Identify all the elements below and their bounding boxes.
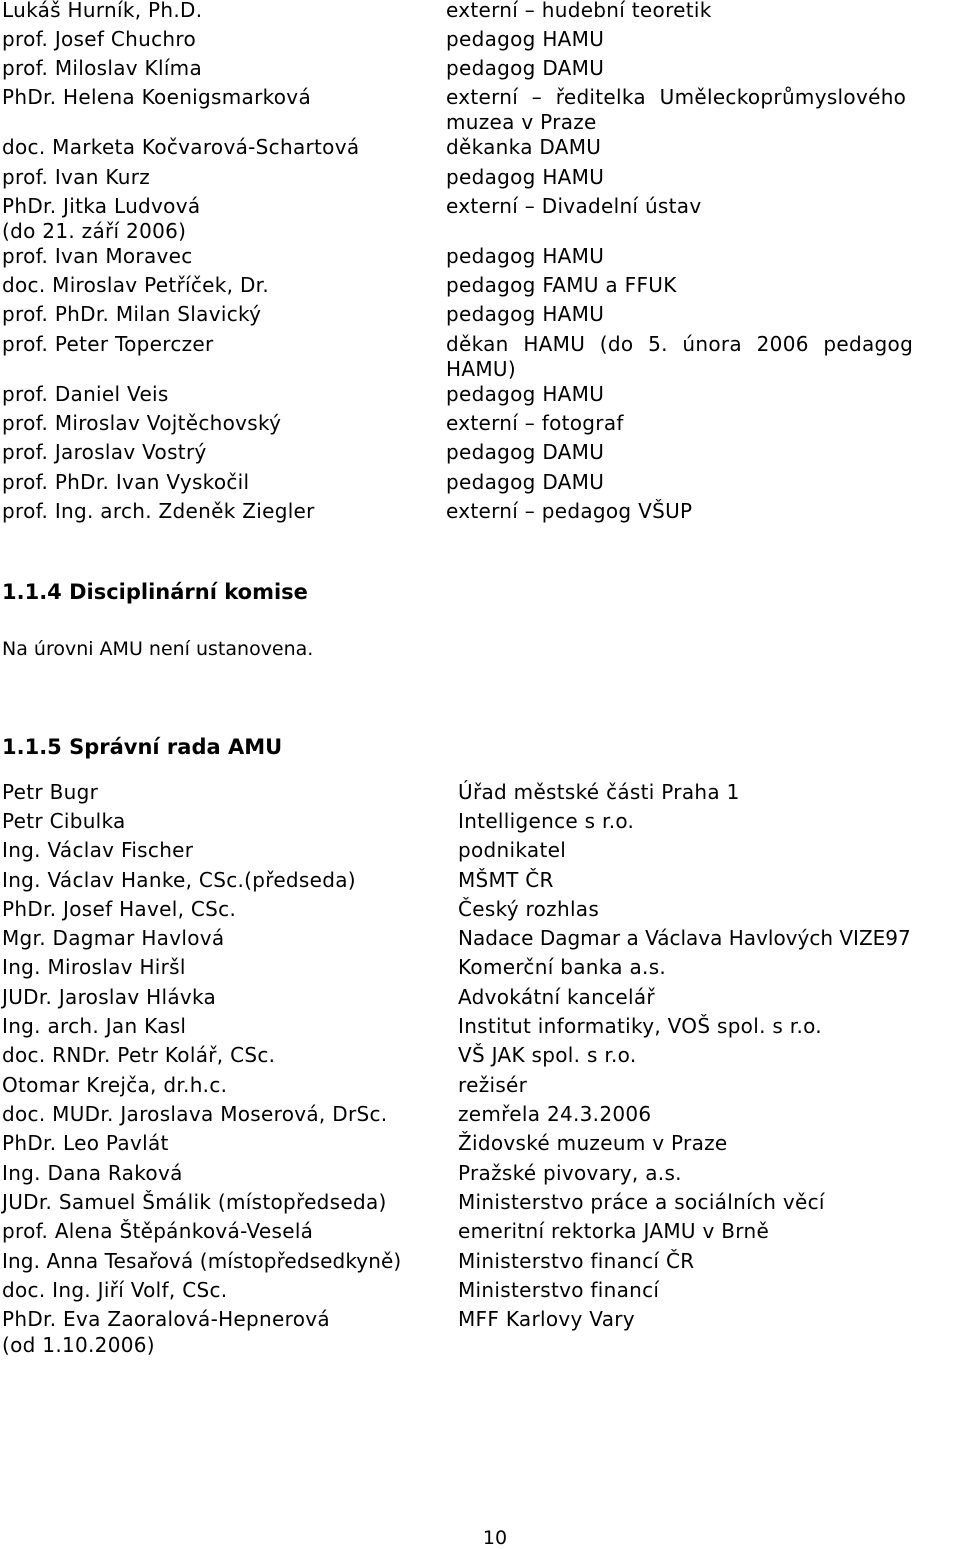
board-affiliation: Český rozhlas [458,897,600,921]
council-role: děkan HAMU (do 5. února 2006 pedagog [446,332,914,356]
board-affiliation: Ministerstvo financí ČR [458,1249,695,1273]
board-affiliation: Úřad městské části Praha 1 [458,780,740,804]
council-role: externí – hudební teoretik [446,0,712,22]
board-name: Petr Bugr [2,780,99,804]
board-name: PhDr. Josef Havel, CSc. [2,897,237,921]
board-name: doc. RNDr. Petr Kolář, CSc. [2,1043,276,1067]
council-role: pedagog DAMU [446,56,605,80]
board-name: prof. Alena Štěpánková-Veselá [2,1219,314,1243]
board-name: Mgr. Dagmar Havlová [2,926,225,950]
board-affiliation: zemřela 24.3.2006 [458,1102,652,1126]
section-heading-disciplinary: 1.1.4 Disciplinární komise [2,580,308,604]
board-affiliation: Židovské muzeum v Praze [458,1131,728,1155]
council-name: prof. Ing. arch. Zdeněk Ziegler [2,499,315,523]
board-name: Otomar Krejča, dr.h.c. [2,1073,228,1097]
council-role: pedagog HAMU [446,382,605,406]
board-affiliation: Pražské pivovary, a.s. [458,1161,682,1185]
council-name: doc. Miroslav Petříček, Dr. [2,273,270,297]
council-role: pedagog FAMU a FFUK [446,273,677,297]
council-name: prof. Miroslav Vojtěchovský [2,411,282,435]
board-affiliation: Nadace Dagmar a Václava Havlových VIZE97 [458,926,911,950]
board-affiliation: Advokátní kancelář [458,985,655,1009]
board-affiliation: MFF Karlovy Vary [458,1307,635,1331]
board-name: PhDr. Leo Pavlát [2,1131,169,1155]
council-role: pedagog DAMU [446,470,605,494]
board-affiliation: MŠMT ČR [458,868,554,892]
board-affiliation: Komerční banka a.s. [458,955,667,979]
board-name: JUDr. Samuel Šmálik (místopředseda) [2,1190,387,1214]
board-name: doc. MUDr. Jaroslava Moserová, DrSc. [2,1102,388,1126]
page-number: 10 [482,1527,508,1549]
council-name: prof. Peter Toperczer [2,332,214,356]
council-role: pedagog HAMU [446,244,605,268]
council-role: externí – ředitelka Uměleckoprůmyslového [446,85,907,109]
board-affiliation: Institut informatiky, VOŠ spol. s r.o. [458,1014,822,1038]
board-name: Petr Cibulka [2,809,126,833]
council-role: pedagog HAMU [446,302,605,326]
section-heading-board: 1.1.5 Správní rada AMU [2,735,283,759]
board-affiliation: VŠ JAK spol. s r.o. [458,1043,637,1067]
board-name: Ing. arch. Jan Kasl [2,1014,187,1038]
board-affiliation: režisér [458,1073,528,1097]
council-name: Lukáš Hurník, Ph.D. [2,0,203,22]
council-name-continued: (do 21. září 2006) [2,219,187,243]
council-role: externí – pedagog VŠUP [446,499,693,523]
council-name: prof. Daniel Veis [2,382,169,406]
council-name: prof. PhDr. Ivan Vyskočil [2,470,250,494]
board-name: Ing. Dana Raková [2,1161,183,1185]
council-role-continued: HAMU) [446,357,516,381]
council-name: doc. Marketa Kočvarová-Schartová [2,135,360,159]
board-name: Ing. Miroslav Hiršl [2,955,186,979]
council-role: externí – Divadelní ústav [446,194,702,218]
council-role: pedagog HAMU [446,165,605,189]
council-name: prof. Jaroslav Vostrý [2,440,207,464]
board-affiliation: podnikatel [458,838,567,862]
council-name: PhDr. Jitka Ludvová [2,194,201,218]
board-name: JUDr. Jaroslav Hlávka [2,985,217,1009]
section-text-disciplinary: Na úrovni AMU není ustanovena. [2,638,314,660]
council-name: prof. PhDr. Milan Slavický [2,302,262,326]
council-role: pedagog DAMU [446,440,605,464]
council-role: pedagog HAMU [446,27,605,51]
board-affiliation: emeritní rektorka JAMU v Brně [458,1219,770,1243]
council-name: PhDr. Helena Koenigsmarková [2,85,311,109]
council-name: prof. Josef Chuchro [2,27,196,51]
council-role: děkanka DAMU [446,135,602,159]
board-affiliation: Ministerstvo práce a sociálních věcí [458,1190,825,1214]
board-affiliation: Ministerstvo financí [458,1278,660,1302]
board-name-continued: (od 1.10.2006) [2,1333,155,1357]
council-name: prof. Ivan Moravec [2,244,193,268]
board-name: Ing. Václav Fischer [2,838,194,862]
board-name: PhDr. Eva Zaoralová-Hepnerová [2,1307,330,1331]
board-affiliation: Intelligence s r.o. [458,809,635,833]
council-name: prof. Miloslav Klíma [2,56,203,80]
council-role: externí – fotograf [446,411,624,435]
board-name: Ing. Anna Tesařová (místopředsedkyně) [2,1249,402,1273]
board-name: Ing. Václav Hanke, CSc.(předseda) [2,868,356,892]
board-name: doc. Ing. Jiří Volf, CSc. [2,1278,228,1302]
council-role-continued: muzea v Praze [446,110,597,134]
council-name: prof. Ivan Kurz [2,165,151,189]
